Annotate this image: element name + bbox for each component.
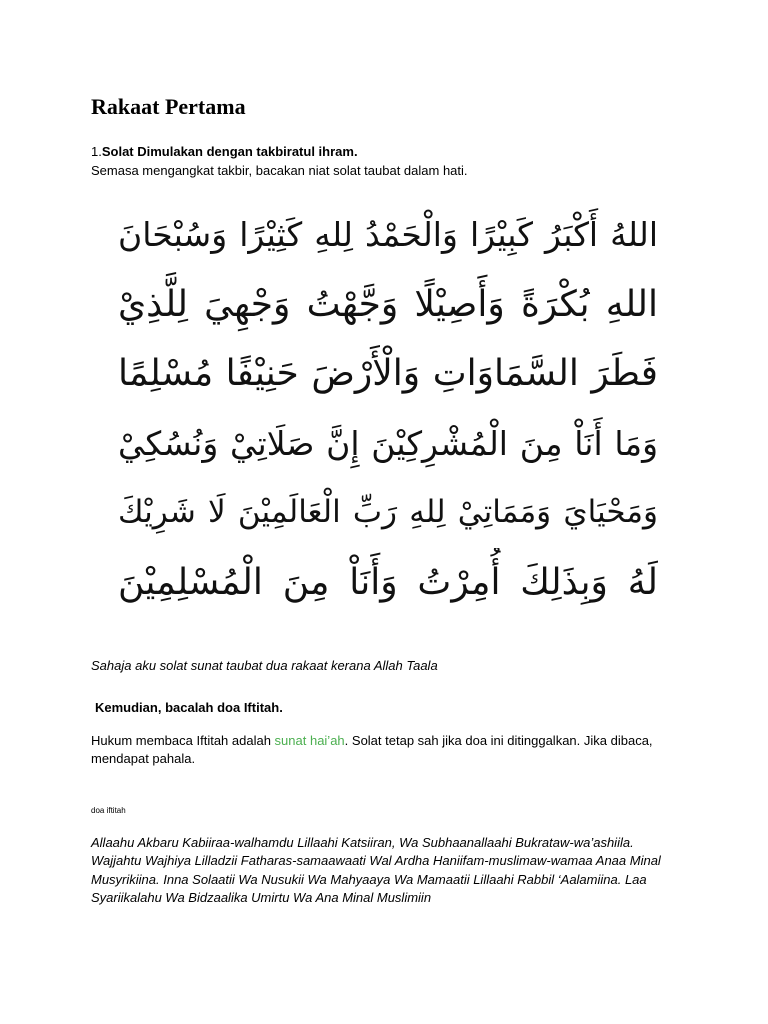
page-title: Rakaat Pertama bbox=[91, 94, 246, 119]
instruction-heading: Kemudian, bacalah doa Iftitah. bbox=[95, 700, 283, 715]
arabic-line: لَهُ وَبِذَلِكَ أُمِرْتُ وَأَنَاْ مِنَ الْمُسْلِمِيْنَ bbox=[118, 561, 658, 603]
ruling-paragraph bbox=[91, 732, 671, 768]
step-description: Semasa mengangkat takbir, bacakan niat solat taubat dalam hati. bbox=[91, 163, 468, 178]
doa-iftitah-caption: doa iftitah bbox=[91, 806, 126, 815]
step-heading bbox=[91, 143, 358, 160]
arabic-line: فَطَرَ السَّمَاوَاتِ وَالْأَرْضَ حَنِيْفًا مُسْلِمًا bbox=[118, 353, 658, 394]
niat-translation: Sahaja aku solat sunat taubat dua rakaat kerana Allah Taala bbox=[91, 658, 438, 673]
transliteration-paragraph: Allaahu Akbaru Kabiiraa-walhamdu Lillaahi Katsiiran, Wa Subhaanallaahi Bukrataw-wa’ashiila. Wajjahtu Wajhiya Lilladzii Fatharas-samaawaati Wal Ardha Haniifam-muslimaw-wamaa Anaa Minal Musyrikiina. Inna Solaatii Wa Nusukii Wa Mahyaaya Wa Mamaatii Lillaahi Rabbil ‘Aalamiina. Laa Syariikalahu Wa Bidzaalika Umirtu Wa Ana Minal Muslimiin bbox=[91, 835, 661, 905]
step-number: 1. bbox=[91, 144, 102, 159]
ruling-text-after: . Solat tetap sah jika doa ini ditinggalkan. Jika dibaca, mendapat pahala. bbox=[91, 733, 653, 766]
ruling-text-before: Hukum membaca Iftitah adalah bbox=[91, 733, 275, 748]
sunat-haiah-link[interactable]: sunat hai’ah bbox=[274, 733, 345, 748]
arabic-line: وَمَحْيَايَ وَمَمَاتِيْ لِلهِ رَبِّ الْعَالَمِيْنَ لَا شَرِيْكَ bbox=[118, 494, 658, 530]
arabic-line: اللهِ بُكْرَةً وَأَصِيْلًا وَجَّهْتُ وَجْهِيَ لِلَّذِيْ bbox=[118, 283, 658, 325]
step-heading-text: Solat Dimulakan dengan takbiratul ihram. bbox=[101, 144, 358, 159]
arabic-iftitah-text bbox=[118, 200, 658, 618]
arabic-line: وَمَا أَنَاْ مِنَ الْمُشْرِكِيْنَ إِنَّ صَلَاتِيْ وَنُسُكِيْ bbox=[118, 423, 658, 463]
arabic-line: اللهُ أَكْبَرُ كَبِيْرًا وَالْحَمْدُ لِلهِ كَثِيْرًا وَسُبْحَانَ bbox=[118, 215, 658, 254]
